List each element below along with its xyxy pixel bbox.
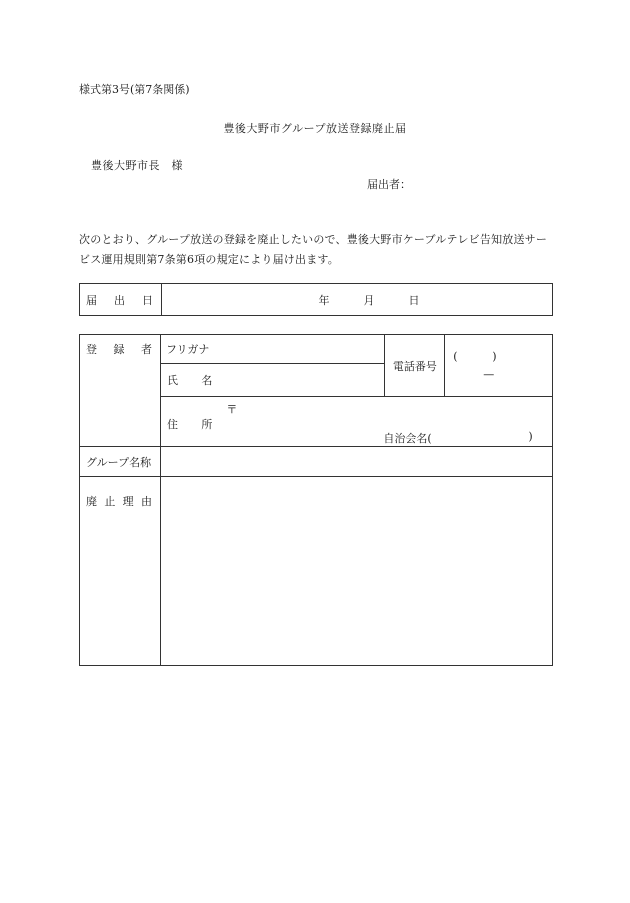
registrant-label-char: 者 [140, 343, 152, 356]
furigana-label: フリガナ [160, 335, 220, 364]
date-label-char: 出 [114, 293, 125, 307]
phone-dash: — [483, 367, 495, 381]
registrant-label-char: 登 [86, 343, 97, 356]
phone-field[interactable] [445, 335, 553, 397]
date-label-char: 届 [86, 293, 97, 307]
reason-label-char: 廃 [86, 495, 97, 508]
registrant-label-cell [80, 335, 161, 447]
date-label-cell [80, 284, 162, 316]
reason-field[interactable] [160, 477, 552, 666]
group-name-field[interactable] [160, 447, 552, 477]
phone-paren-open: ( [453, 349, 458, 363]
group-name-label: グループ名称 [80, 447, 161, 477]
year-label: 年 [318, 293, 330, 307]
reason-label-char: 理 [122, 495, 134, 508]
address-label: 住 所 [160, 397, 220, 447]
reason-label-char: 止 [104, 495, 116, 508]
phone-label: 電話番号 [385, 335, 445, 397]
jichikai-paren-close: ) [528, 429, 533, 443]
jichikai-label: 自治会名( [383, 431, 432, 445]
reason-label-cell [80, 477, 161, 666]
submitter-label: 届出者： [367, 178, 411, 191]
name-label: 氏 名 [160, 364, 220, 397]
reason-label-char: 由 [140, 495, 152, 508]
addressee: 豊後大野市長 様 [91, 159, 183, 172]
date-table [79, 283, 553, 316]
furigana-field[interactable] [220, 335, 385, 364]
body-text: 次のとおり、グループ放送の登録を廃止したいので、豊後大野市ケーブルテレビ告知放送サービス運用規則第7条第6項の規定により届け出ます。 [79, 233, 548, 266]
registrant-label-char: 録 [113, 343, 125, 356]
day-label: 日 [408, 293, 420, 307]
form-number: 様式第3号(第7条関係) [79, 83, 190, 96]
date-field[interactable] [162, 284, 553, 316]
document-title: 豊後大野市グループ放送登録廃止届 [223, 122, 407, 135]
name-field[interactable] [220, 364, 385, 397]
registration-table [79, 334, 553, 666]
postal-mark: 〒 [226, 402, 238, 416]
date-label-char: 日 [142, 293, 153, 307]
phone-paren-close: ) [492, 349, 497, 363]
month-label: 月 [363, 293, 375, 307]
address-field[interactable] [220, 397, 552, 447]
